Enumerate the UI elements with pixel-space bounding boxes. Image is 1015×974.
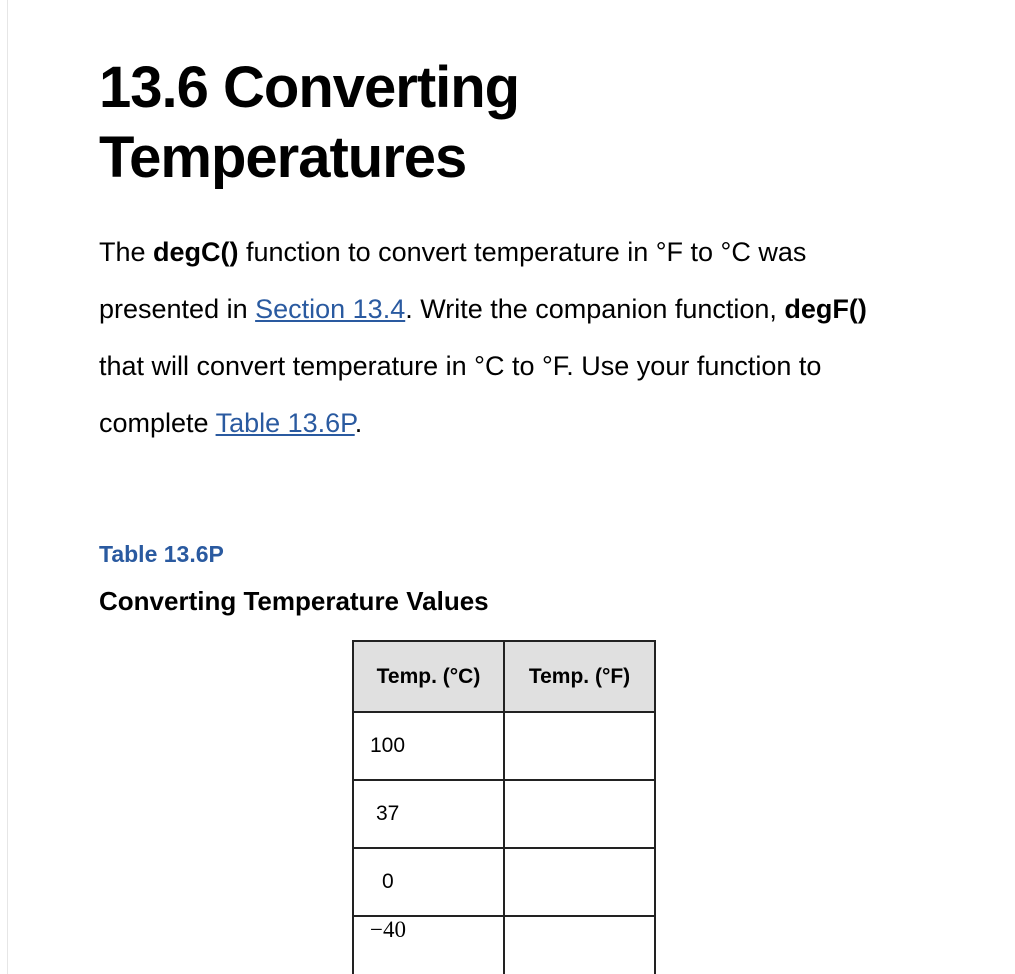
text-segment: . Write the companion function, — [405, 294, 785, 324]
celsius-cell: −40 — [353, 916, 504, 974]
exercise-text — [99, 224, 889, 452]
fahrenheit-cell — [504, 848, 655, 916]
function-name-degc: degC() — [153, 237, 239, 267]
function-name-degf: degF() — [784, 294, 867, 324]
section-link[interactable]: Section 13.4 — [255, 294, 406, 324]
text-segment: function to convert temperature in °F to °C was presented in — [99, 237, 807, 324]
page-left-border — [7, 0, 8, 974]
text-segment: The — [99, 237, 154, 267]
table-header-row — [353, 641, 655, 712]
text-segment: that will convert temperature in °C to °F. Use your function to complete — [99, 351, 822, 438]
table-label: Table 13.6P — [99, 541, 224, 567]
celsius-cell: 37 — [353, 780, 504, 848]
table-caption: Converting Temperature Values — [99, 586, 489, 616]
celsius-cell: 100 — [353, 712, 504, 780]
table-row — [353, 848, 655, 916]
fahrenheit-cell — [504, 780, 655, 848]
header-celsius: Temp. (°C) — [353, 641, 504, 712]
table-row — [353, 916, 655, 974]
table-link[interactable]: Table 13.6P — [215, 408, 355, 438]
page-title: 13.6 Converting Temperatures — [99, 55, 520, 190]
table-row — [353, 780, 655, 848]
text-segment: . — [354, 408, 363, 438]
fahrenheit-cell — [504, 916, 655, 974]
temperature-table — [352, 640, 656, 974]
celsius-cell: 0 — [353, 848, 504, 916]
table-row — [353, 712, 655, 780]
fahrenheit-cell — [504, 712, 655, 780]
header-fahrenheit: Temp. (°F) — [504, 641, 655, 712]
